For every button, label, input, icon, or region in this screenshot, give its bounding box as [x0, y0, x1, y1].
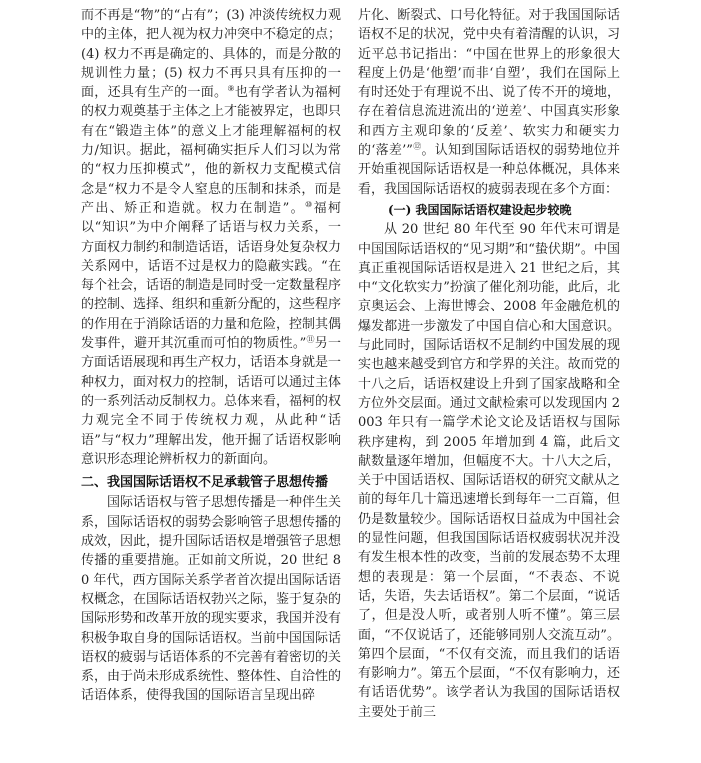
- text-run: 。认知到国际话语权的弱势地位并开始重视国际话语权是一种总体概况，具体来看，我国国际话语权的疲弱表现在多个方面：: [358, 143, 620, 197]
- text-run: 也有学者认为福柯的权力观奠基于主体之上才能被界定，也即只有在“锻造主体”的意义上才能理解福柯的权力/知识。据此，福柯确实拒斥人们习以为常的“权力压抑模式”，他的新权力支配模式信念是“权力不是令人窒息的压制和抹杀，而是产出、矫正和造就。权力在制造”。: [81, 85, 342, 216]
- right-column: [358, 6, 620, 722]
- right-paragraph-2: 从 20 世纪 80 年代至 90 年代末可谓是中国国际话语权的“见习期”和“蛰伏期”。中国真正重视国际话语权是进入 21 世纪之后，其中“文化软实力”扮演了催化剂功能，此后，北京奥运会、上海世博会、2008 年金融危机的爆发都进一步激发了中国自信心和大国意识。与此同时，国际话语权不足制约中国发展的现实也越来越受到官方和学界的关注。故而党的十八之后，话语权建设上升到了国家战略和全方位外交层面。通过文献检索可以发现国内 2003 年只有一篇学术论文论及话语权与国际秩序建构，到 2005 年增加到 4 篇，此后文献数量逐年增加，但幅度不大。十八大之后，关于中国话语权、国际话语权的研究文献从之前的每年几十篇迅速增长到每年一二百篇，但仍是数量较少。国际话语权日益成为中国社会的显性问题，但我国国际话语权疲弱状况并没有发生根本性的改变，当前的发展态势不太理想的表现是：第一个层面，“不表态、不说话，失语，失去话语权”。第二个层面，“说话了，但是没人听，或者别人听不懂”。第三层面，“不仅说话了，还能够同别人交流互动”。第四个层面，“不仅有交流，而且我们的话语有影响力”。第五个层面，“不仅有影响力，还有话语优势”。该学者认为我国的国际话语权主要处于前三: [358, 222, 620, 720]
- left-paragraph-2: 国际话语权与管子思想传播是一种伴生关系，国际话语权的弱势会影响管子思想传播的成效，因此，提升国际话语权是增强管子思想传播的重要措施。正如前文所说，20 世纪 80 年代，西方国际关系学者首次提出国际话语权概念，在国际话语权勃兴之际，鉴于复杂的国际形势和改革开放的现实要求，我国并没有积极争取自身的国际话语权。当前中国国际话语权的疲弱与话语体系的不完善有着密切的关系，由于尚未形成系统性、整体性、自洽性的话语体系，使得我国的国际语言呈现出碎: [81, 495, 342, 704]
- footnote-marker: ⑩: [305, 199, 314, 209]
- text-run: 另一方面话语展现和再生产权力，话语本身就是一种权力，面对权力的控制，话语可以通过主体的一系列活动反制权力。总体来看，福柯的权力观完全不同于传统权力观，从此种“话语”与“权力”理解出发，他开掘了话语权影响意识形态理论辨析权力的新面向。: [81, 336, 342, 467]
- section-heading: 二、我国国际话语权不足承载管子思想传播: [81, 475, 329, 491]
- subsection-heading: (一) 我国国际话语权建设起步较晚: [388, 202, 572, 217]
- left-paragraph-1: [81, 6, 341, 469]
- text-run: 福柯以“知识”为中介阐释了话语与权力关系，一方面权力制约和制造话语，话语身处复杂权力关系网中，话语不过是权力的隐蔽实践。“在每个社会，话语的制造是同时受一定数量程序的控制、选择、组织和重新分配的，这些程序的作用在于消除话语的力量和危险，控制其偶发事件，避开其沉重而可怕的物质性。”: [81, 200, 342, 352]
- left-column: [81, 6, 341, 706]
- text-run: 而不再是“物”的“占有”；(3) 冲淡传统权力观中的主体，把人视为权力冲突中不稳定的点；(4) 权力不再是确定的、具体的，而是分散的规训性力量；(5) 权力不再只具有压抑的一面，还具有生产的一面。: [81, 8, 342, 101]
- footnote-marker: ⑫: [412, 142, 422, 152]
- footnote-marker: ⑪: [306, 335, 315, 345]
- footnote-marker: ⑨: [227, 84, 235, 94]
- text-run: 片化、断裂式、口号化特征。对于我国国际话语权不足的状况，党中央有着清醒的认识，习近平总书记指出：“中国在世界上的形象很大程度上仍是‘他塑’而非‘自塑’，我们在国际上有时还处于有理说不出、说了传不开的境地，存在着信息流进流出的‘逆差’、中国真实形象和西方主观印象的‘反差’、软实力和硬实力的‘落差’”: [358, 8, 620, 159]
- right-paragraph-1: [358, 6, 620, 199]
